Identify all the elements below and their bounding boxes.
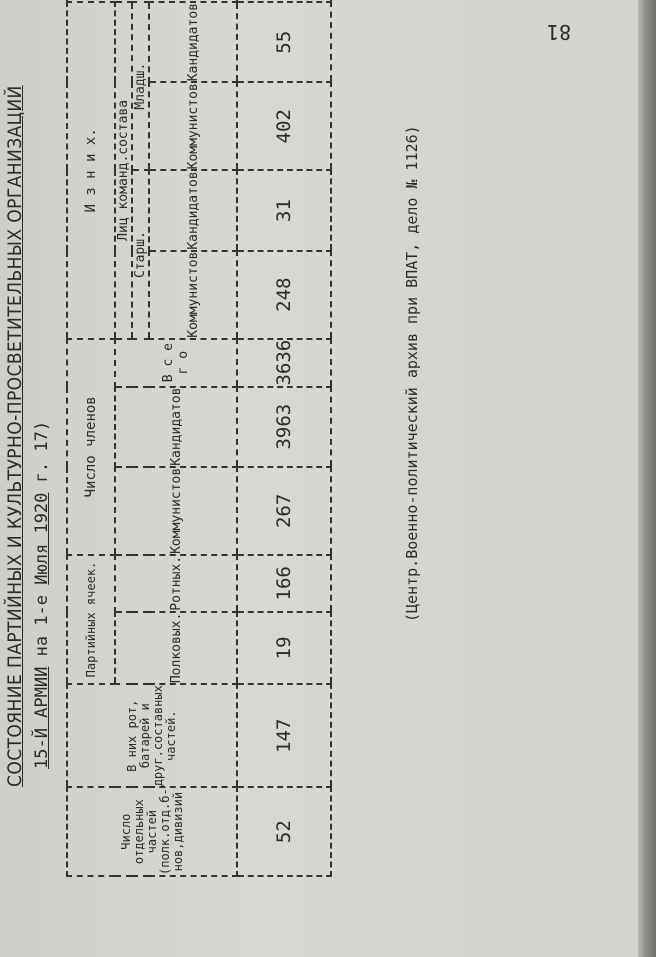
source-note: (Центр.Военно-политический архив при ВПАТ, дело № 1126) <box>403 125 421 622</box>
header-junior: Младш. <box>132 2 149 170</box>
header-members: Число членов <box>67 339 115 555</box>
value-cell: 402 <box>237 82 331 170</box>
document-title: СОСТОЯНИЕ ПАРТИЙНЫХ И КУЛЬТУРНО-ПРОСВЕТИТЕЛЬНЫХ ОРГАНИЗАЦИЙ <box>4 85 26 787</box>
value-cell <box>237 0 331 2</box>
page-edge <box>638 0 656 957</box>
header-candidates: Кандидатов <box>115 387 237 467</box>
header-separate-units: Число отдельных частей (полк.отд.б-нов,дивизий <box>67 787 237 876</box>
header-company-cells: Ротных. <box>115 555 237 612</box>
value-cell: 248 <box>237 251 331 339</box>
header-party-cells: Партийных ячеек. <box>67 555 115 684</box>
value-cell: 147 <box>237 684 331 787</box>
value-cell: 31 <box>237 170 331 250</box>
value-cell: 267 <box>237 467 331 555</box>
subtitle-ref: г. 17) <box>32 420 52 483</box>
header-senior-candidates: Кандидатов <box>149 170 237 250</box>
subtitle-date-prefix: на 1-е <box>32 594 52 657</box>
statistics-table <box>66 0 332 877</box>
header-communists: Коммунистов <box>115 467 237 555</box>
document-subtitle <box>32 421 52 769</box>
rotated-content <box>4 3 480 957</box>
header-senior: Старш. <box>132 170 149 338</box>
header-junior-communists: Коммунистов <box>149 82 237 170</box>
page-number: 81 <box>547 20 572 44</box>
header-companies: В них рот, батарей и друг.составных частей. <box>67 684 237 787</box>
header-junior-candidates: Кандидатов <box>149 2 237 82</box>
header-of-them: И з н и х. <box>67 2 115 339</box>
value-cell: 55 <box>237 2 331 82</box>
value-cell: 3963 <box>237 387 331 467</box>
subtitle-date: Июля 1920 <box>32 492 52 585</box>
header-regimental: Полковых. <box>115 612 237 684</box>
value-cell: 166 <box>237 555 331 612</box>
header-command: Лиц команд.состава <box>115 2 132 339</box>
header-total: В с е г о <box>115 339 237 387</box>
value-cell: 3636 <box>237 339 331 387</box>
value-cell: 52 <box>237 787 331 876</box>
value-cell: 19 <box>237 612 331 684</box>
subtitle-army: 15-Й АРМИИ <box>32 666 52 769</box>
header-senior-communists: Коммунистов <box>149 251 237 339</box>
